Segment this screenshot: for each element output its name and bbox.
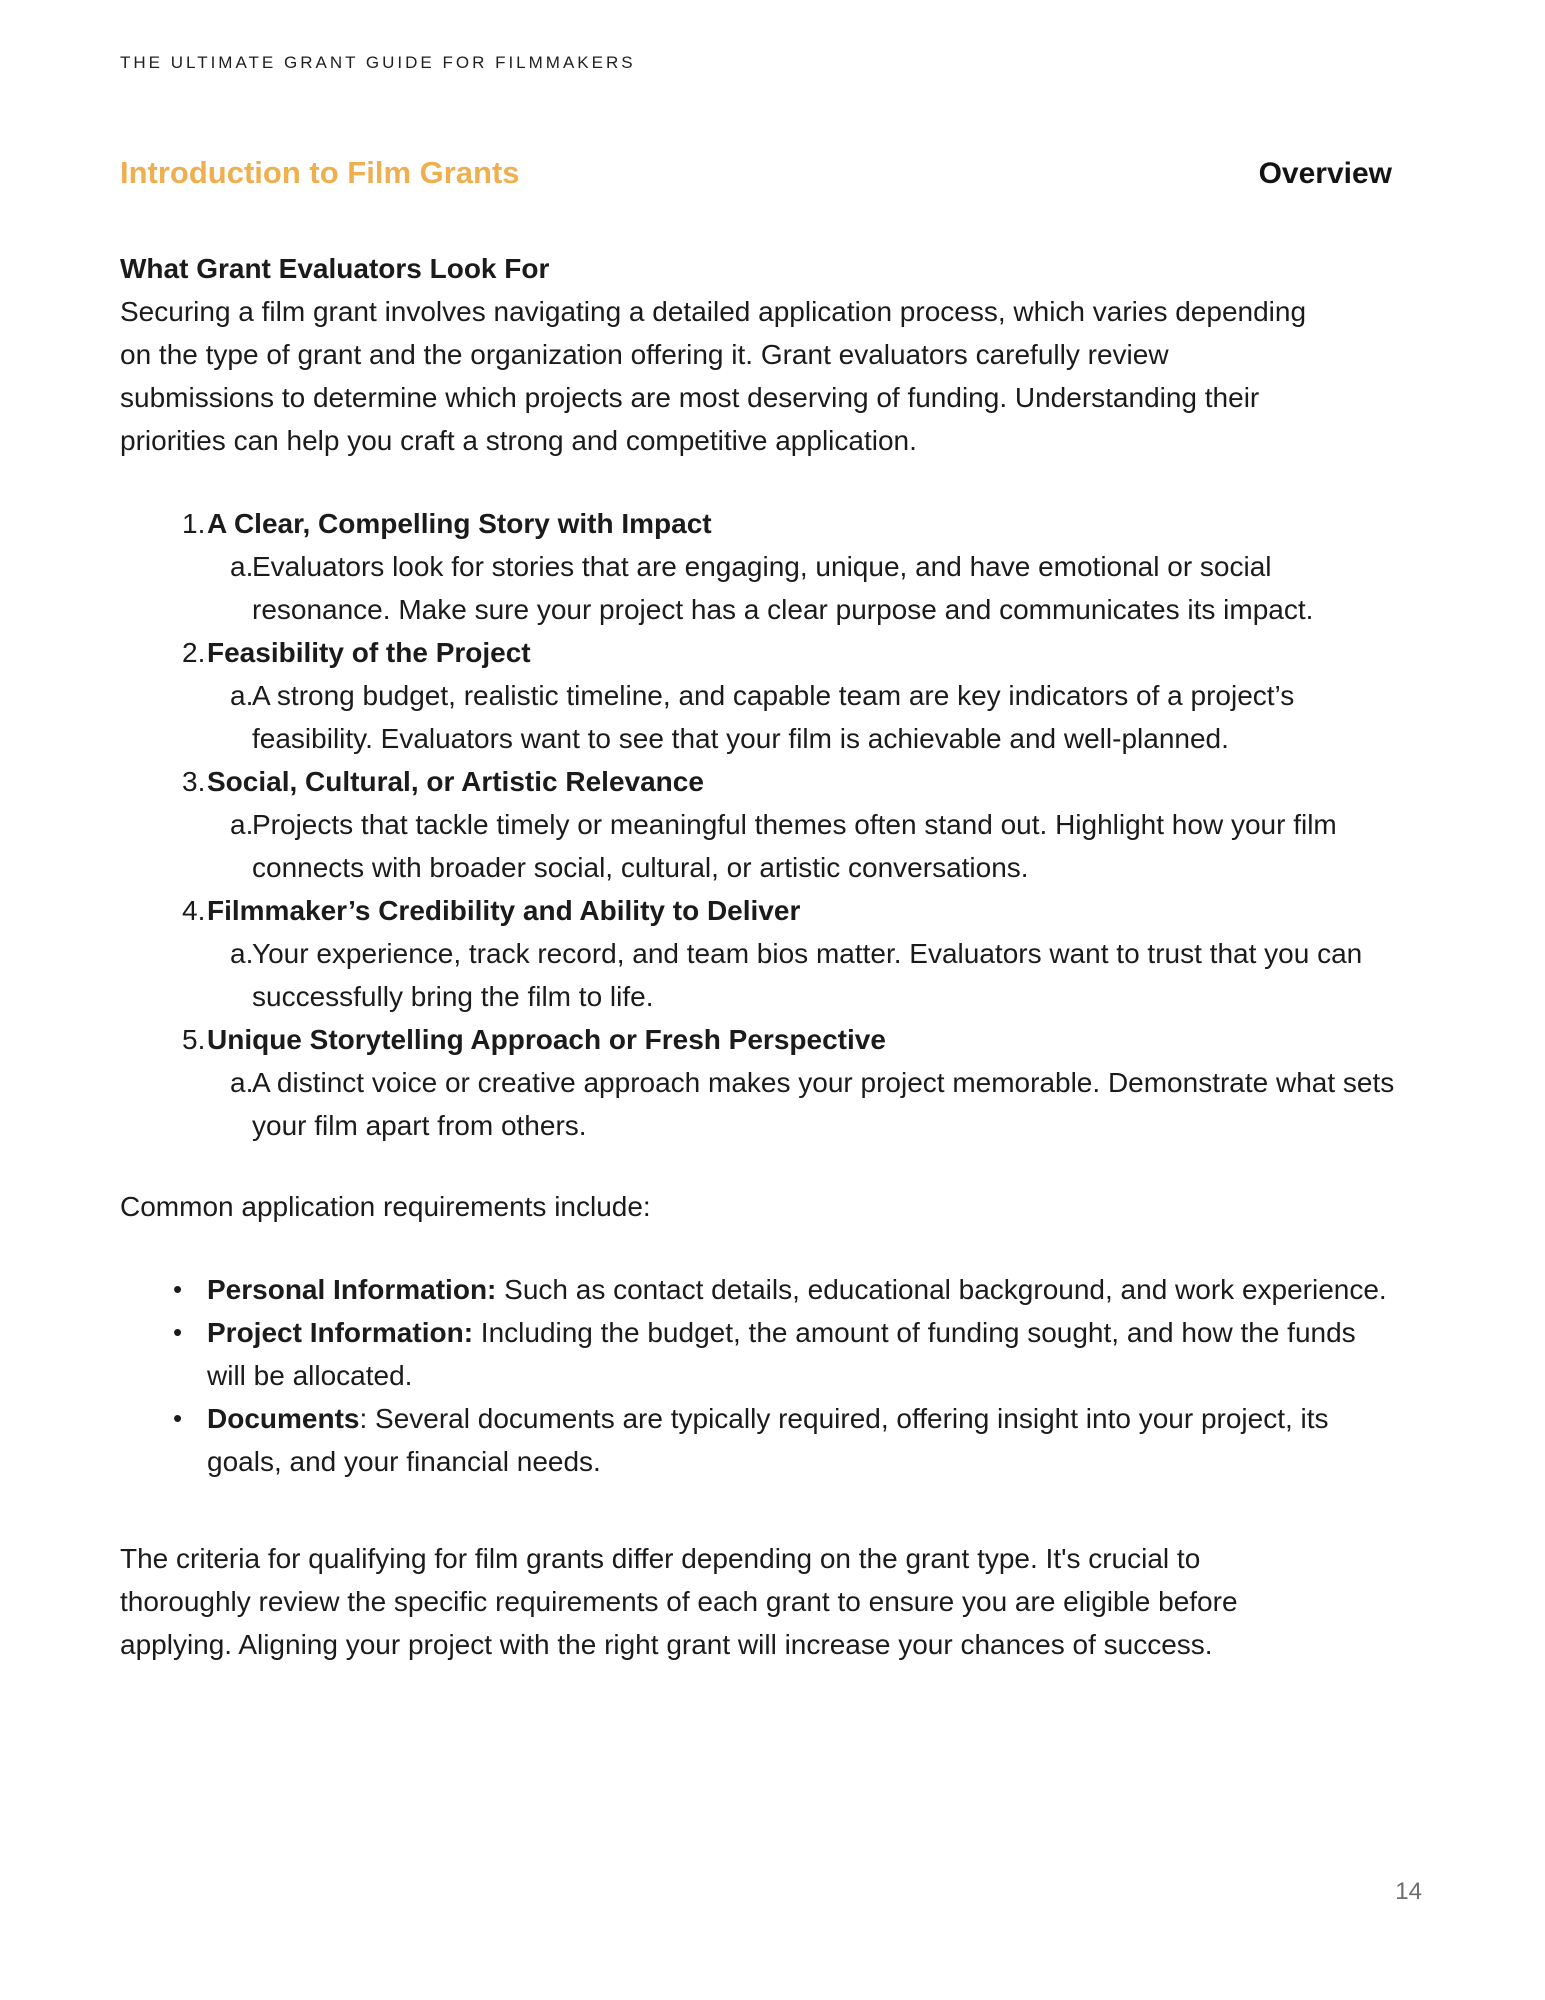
closing-paragraph: The criteria for qualifying for film grants differ depending on the grant type. It's crucial to thoroughly review the specific requirements of each grant to ensure you are eligible before applying. Aligning your project with the right grant will increase your chances of success. — [120, 1543, 1238, 1660]
list-item — [120, 1268, 1425, 1311]
requirement-label: Personal Information: — [207, 1274, 497, 1305]
overview-label: Overview — [1258, 157, 1392, 190]
item-number: 2. — [182, 637, 206, 668]
criteria-item — [120, 631, 1425, 760]
requirement-label: Project Information: — [207, 1317, 474, 1348]
item-heading: Filmmaker’s Credibility and Ability to Deliver — [207, 895, 801, 926]
sub-detail: Evaluators look for stories that are engaging, unique, and have emotional or social resonance. Make sure your project has a clear purpose and communicates its impact. — [252, 551, 1314, 625]
criteria-item — [120, 889, 1425, 1018]
sub-detail: A strong budget, realistic timeline, and capable team are key indicators of a project’s feasibility. Evaluators want to see that your film is achievable and well-planned. — [252, 680, 1295, 754]
list-item — [120, 1397, 1425, 1483]
requirement-text: Including the budget, the amount of funding sought, and how the funds will be allocated. — [207, 1317, 1356, 1391]
criteria-list — [120, 502, 1425, 1147]
item-heading: A Clear, Compelling Story with Impact — [207, 508, 712, 539]
bullet-icon: • — [173, 1317, 183, 1347]
intro-paragraph: Securing a film grant involves navigating a detailed application process, which varies depending on the type of grant and the organization offering it. Grant evaluators carefully review submissions to determine which projects are most deserving of funding. Understanding their priorities can help you craft a strong and competitive application. — [120, 296, 1307, 456]
subheading: What Grant Evaluators Look For — [120, 253, 550, 284]
item-number: 4. — [182, 895, 206, 926]
document-header: THE ULTIMATE GRANT GUIDE FOR FILMMAKERS — [120, 53, 636, 72]
requirements-list — [120, 1268, 1425, 1483]
sub-detail: A distinct voice or creative approach makes your project memorable. Demonstrate what sets your film apart from others. — [252, 1067, 1395, 1141]
intro-block — [120, 247, 1425, 462]
requirement-label: Documents — [207, 1403, 360, 1434]
sub-marker: a. — [230, 1067, 254, 1098]
item-heading: Feasibility of the Project — [207, 637, 531, 668]
item-heading: Social, Cultural, or Artistic Relevance — [207, 766, 704, 797]
sub-marker: a. — [230, 938, 254, 969]
sub-marker: a. — [230, 809, 254, 840]
requirement-text: Such as contact details, educational background, and work experience. — [496, 1274, 1387, 1305]
list-item — [120, 1311, 1425, 1397]
criteria-item — [120, 1018, 1425, 1147]
item-number: 5. — [182, 1024, 206, 1055]
item-number: 1. — [182, 508, 206, 539]
page-number: 14 — [1395, 1878, 1422, 1905]
section-title: Introduction to Film Grants — [120, 155, 520, 190]
requirements-intro: Common application requirements include: — [120, 1191, 651, 1222]
item-number: 3. — [182, 766, 206, 797]
item-heading: Unique Storytelling Approach or Fresh Perspective — [207, 1024, 886, 1055]
sub-marker: a. — [230, 551, 254, 582]
requirement-text: : Several documents are typically required, offering insight into your project, its goals, and your financial needs. — [207, 1403, 1329, 1477]
criteria-item — [120, 760, 1425, 889]
criteria-item — [120, 502, 1425, 631]
title-row — [120, 154, 1425, 193]
sub-detail: Your experience, track record, and team bios matter. Evaluators want to trust that you can successfully bring the film to life. — [252, 938, 1363, 1012]
sub-marker: a. — [230, 680, 254, 711]
sub-detail: Projects that tackle timely or meaningful themes often stand out. Highlight how your film connects with broader social, cultural, or artistic conversations. — [252, 809, 1337, 883]
bullet-icon: • — [173, 1403, 183, 1433]
bullet-icon: • — [173, 1274, 183, 1304]
